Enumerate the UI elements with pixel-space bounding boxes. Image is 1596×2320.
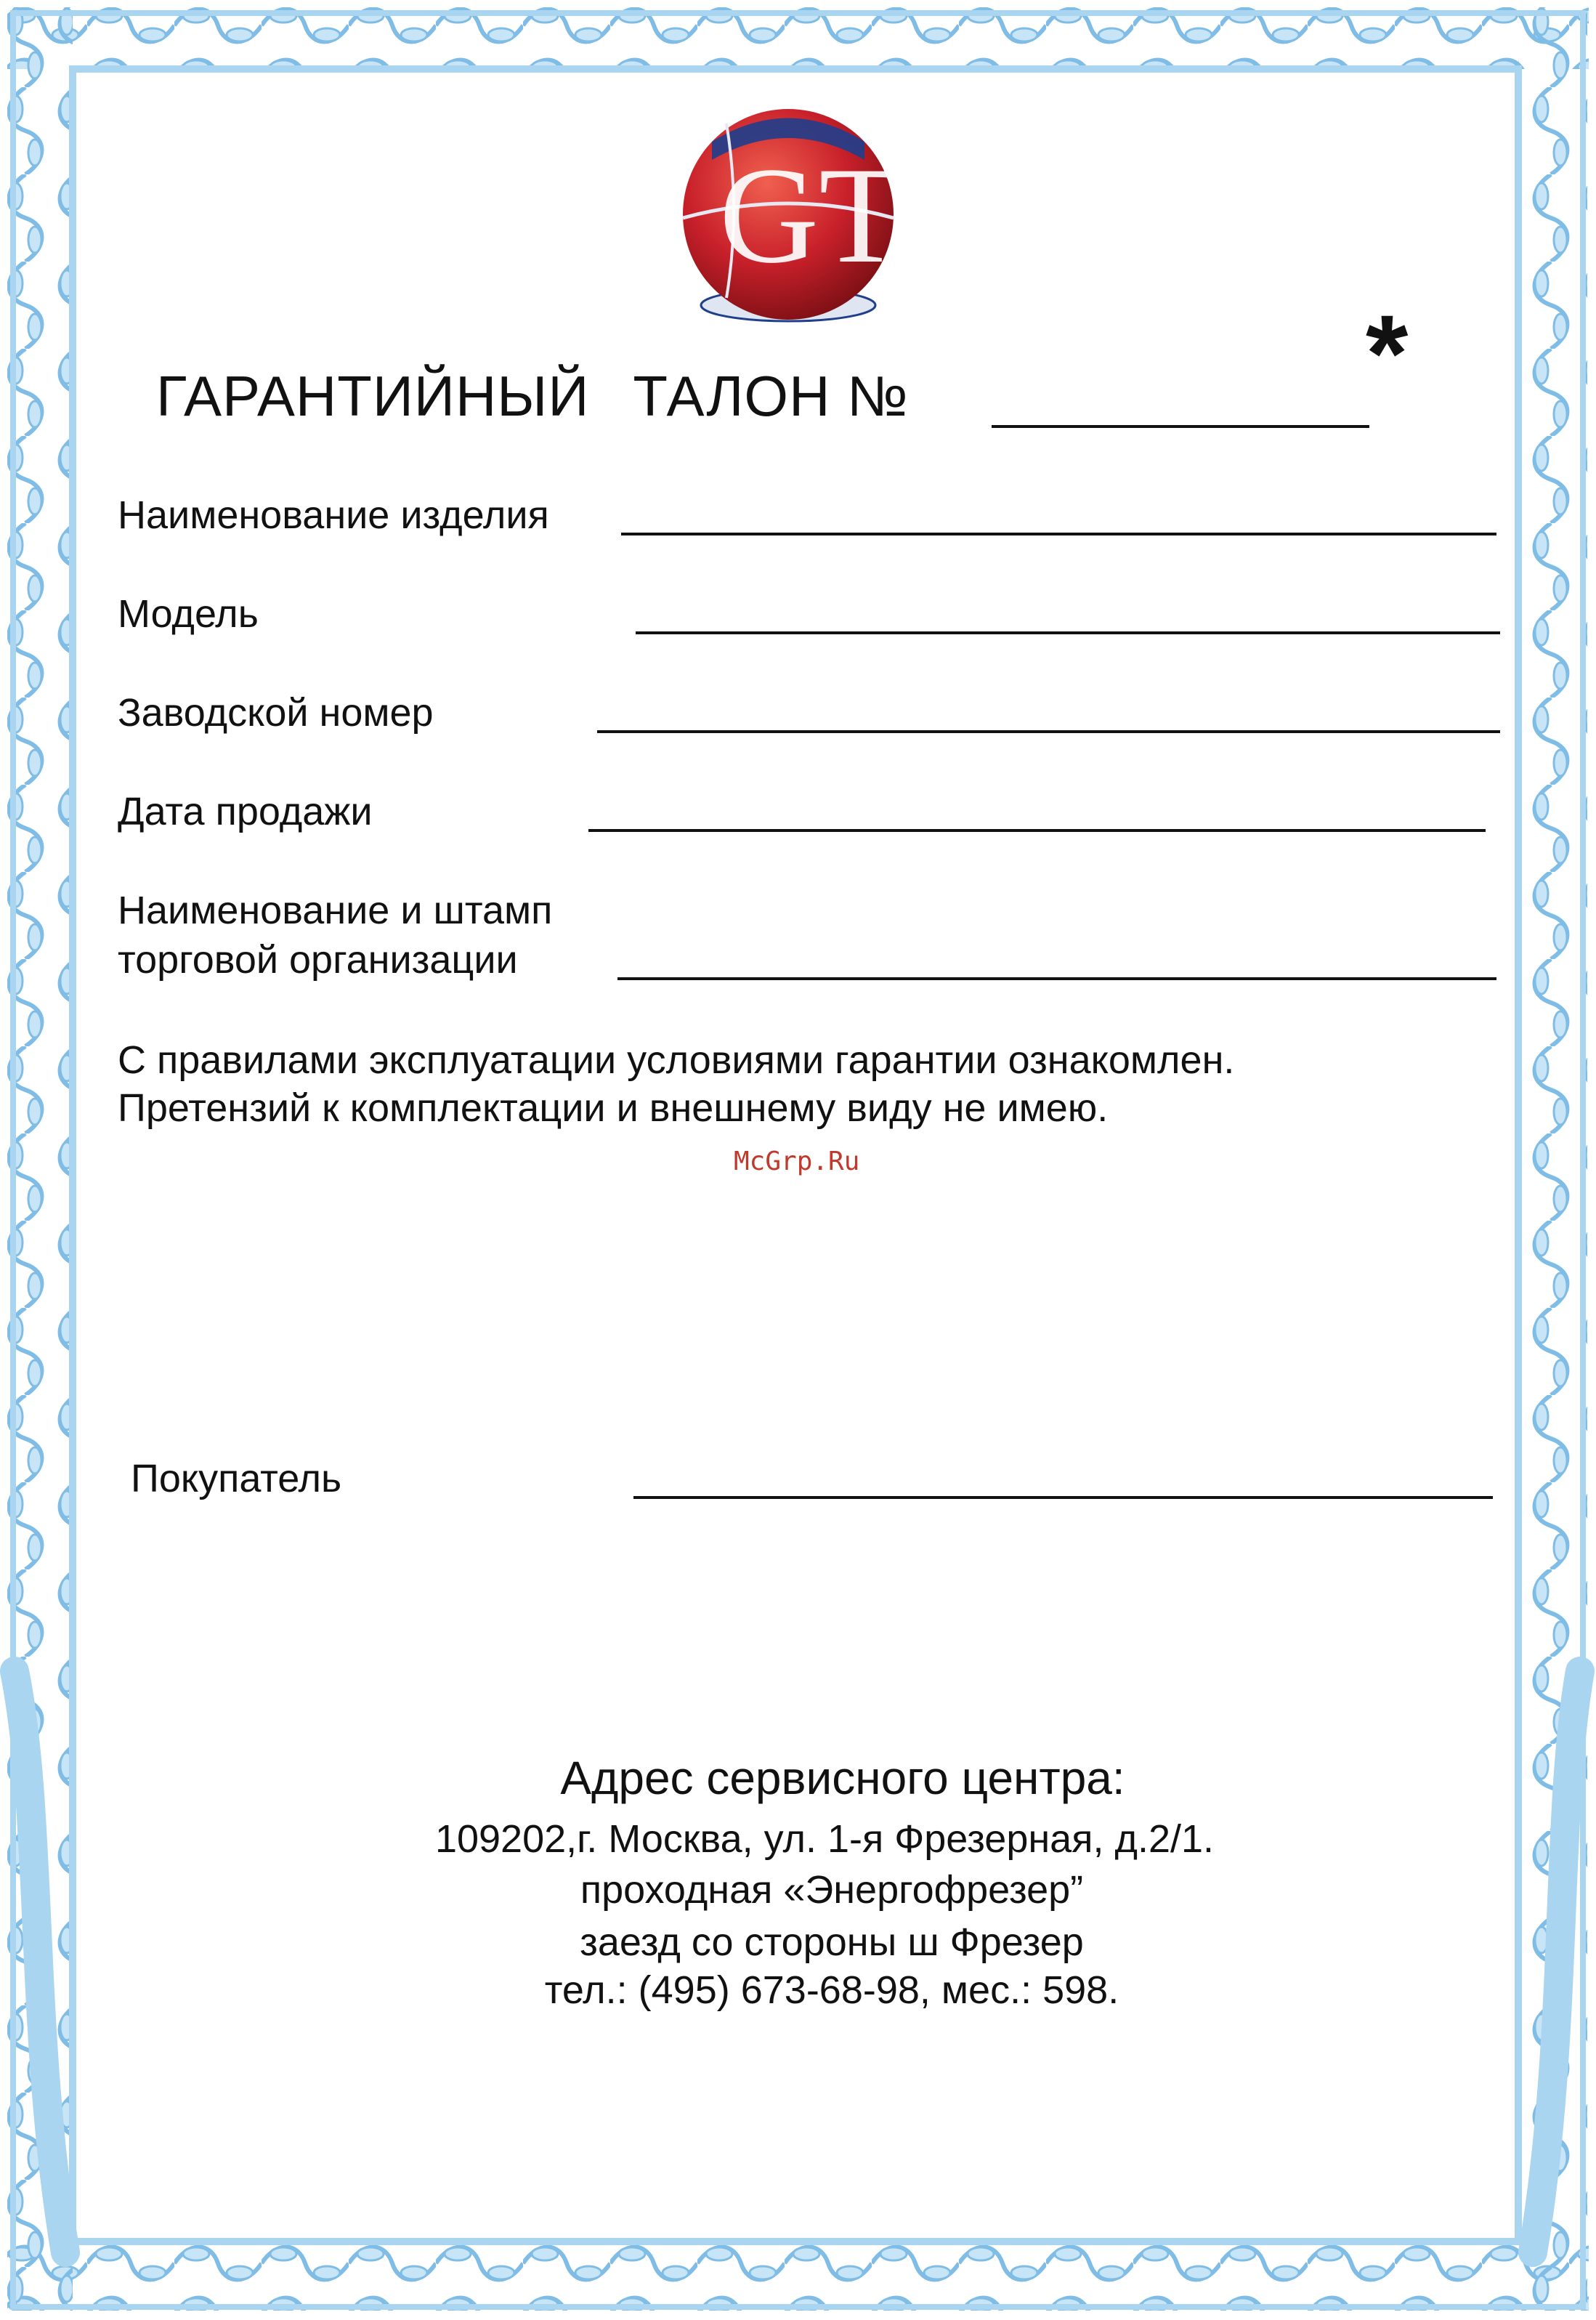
gt-logo [668, 102, 908, 334]
service-address-line-3: заезд со стороны ш Фрезер [580, 1920, 1084, 1964]
service-phone-line: тел.: (495) 673-68-98, мес.: 598. [544, 1968, 1119, 2012]
service-address-line-1: 109202,г. Москва, ул. 1-я Фрезерная, д.2/1. [434, 1817, 1215, 1861]
coupon-number-line[interactable] [992, 425, 1369, 428]
field-line-model[interactable] [636, 631, 1500, 634]
field-line-product-name[interactable] [621, 533, 1496, 535]
title-word-guarantee: ГАРАНТИЙНЫЙ [156, 364, 590, 428]
page-title [156, 363, 909, 429]
field-label-sale-date: Дата продажи [118, 790, 373, 833]
watermark-text: McGrp.Ru [734, 1147, 860, 1176]
title-word-coupon-no: ТАЛОН № [633, 364, 909, 428]
statement-line-1: С правилами эксплуатации условиями гарантии ознакомлен. [118, 1038, 1235, 1082]
field-label-buyer: Покупатель [131, 1457, 342, 1500]
service-address-line-2: проходная «Энергофрезер” [580, 1868, 1084, 1912]
field-label-dealer-line2: торговой организации [118, 938, 518, 982]
field-line-sale-date[interactable] [588, 829, 1486, 832]
service-center-title: Адрес сервисного центра: [560, 1752, 1125, 1804]
logo-text: GT [719, 140, 904, 292]
field-label-model: Модель [118, 592, 259, 636]
field-line-serial-number[interactable] [597, 730, 1500, 733]
asterisk-mark: * [1366, 292, 1409, 414]
field-line-dealer-stamp[interactable] [617, 977, 1496, 980]
field-line-buyer-signature[interactable] [633, 1496, 1493, 1499]
statement-line-2: Претензий к комплектации и внешнему виду не имею. [118, 1086, 1109, 1130]
field-label-dealer-line1: Наименование и штамп [118, 889, 553, 932]
field-label-serial-number: Заводской номер [118, 691, 434, 735]
field-label-product-name: Наименование изделия [118, 493, 549, 537]
